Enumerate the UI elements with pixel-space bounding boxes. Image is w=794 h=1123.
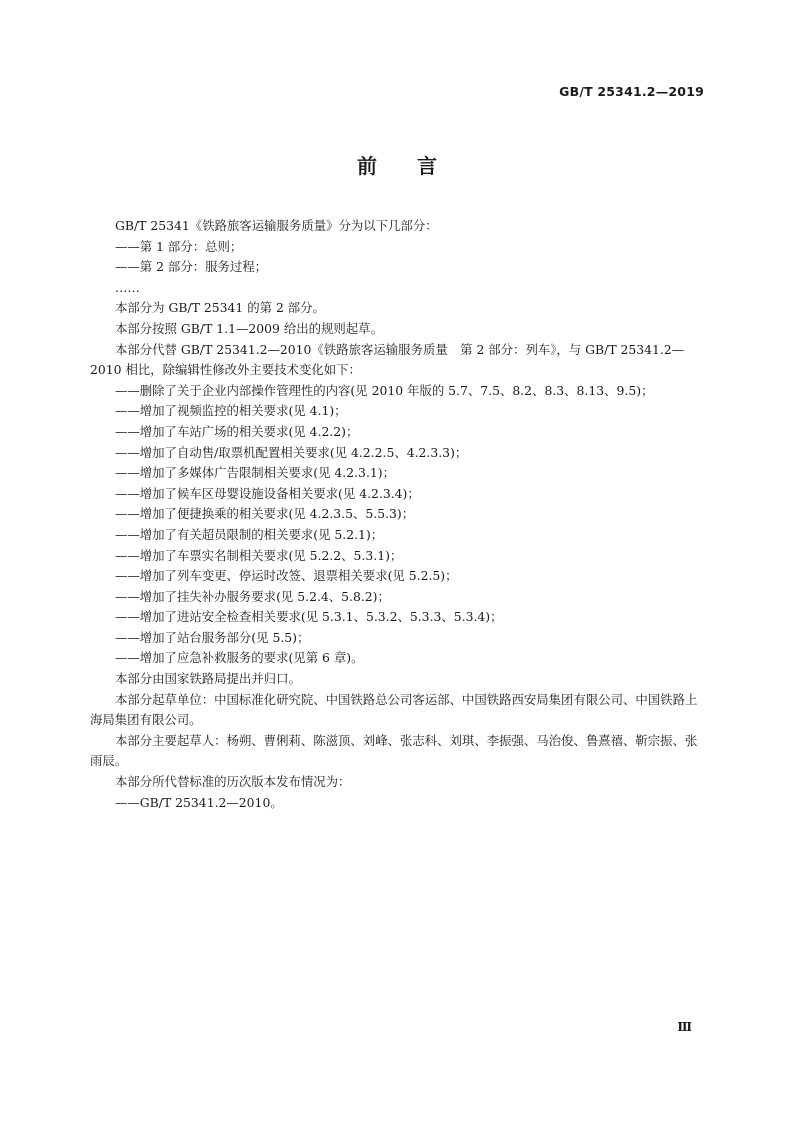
change-item: ——增加了车站广场的相关要求(见 4.2.2)； (115, 423, 359, 439)
list-item: ——第 2 部分：服务过程； (115, 259, 268, 275)
list-item: ——第 1 部分：总则； (115, 238, 243, 254)
page-title: 前言 (357, 154, 477, 178)
paragraph: 本部分按照 GB/T 1.1—2009 给出的规则起草。 (115, 320, 383, 336)
ellipsis: …… (115, 279, 140, 295)
change-item: ——删除了关于企业内部操作管理性的内容(见 2010 年版的 5.7、7.5、8.2、8.3、8.13、9.5)； (115, 382, 654, 398)
page-number: Ⅲ (677, 1020, 692, 1034)
paragraph: GB/T 25341《铁路旅客运输服务质量》分为以下几部分： (115, 218, 438, 233)
change-item: ——增加了站台服务部分(见 5.5)； (115, 629, 310, 645)
change-item: ——增加了自动售/取票机配置相关要求(见 4.2.2.5、4.2.3.3)； (115, 444, 468, 460)
paragraph: 本部分由国家铁路局提出并归口。 (115, 671, 301, 687)
change-item: ——增加了候车区母婴设施设备相关要求(见 4.2.3.4)； (115, 485, 420, 501)
list-item: ——GB/T 25341.2—2010。 (115, 794, 283, 810)
change-item: ——增加了有关超员限制的相关要求(见 5.2.1)； (115, 526, 384, 542)
change-item: ——增加了多媒体广告限制相关要求(见 4.2.3.1)； (115, 465, 395, 481)
change-item: ——增加了挂失补办服务要求(见 5.2.4、5.8.2)； (115, 588, 390, 604)
paragraph: 本部分所代替标准的历次版本发布情况为： (115, 774, 351, 790)
paragraph: 本部分起草单位：中国标准化研究院、中国铁路总公司客运部、中国铁路西安局集团有限公司、中国铁路上海局集团有限公司。 (90, 691, 698, 728)
change-item: ——增加了便捷换乘的相关要求(见 4.2.3.5、5.5.3)； (115, 506, 415, 522)
paragraph: 本部分主要起草人：杨朔、曹俐莉、陈滋顶、刘峰、张志科、刘琪、李振强、马治俊、鲁熹禧、靳宗振、张雨辰。 (90, 732, 698, 769)
change-item: ——增加了进站安全检查相关要求(见 5.3.1、5.3.2、5.3.3、5.3.4)； (115, 609, 503, 625)
standard-number: GB/T 25341.2—2019 (559, 84, 704, 99)
change-item: ——增加了应急补救服务的要求(见第 6 章)。 (115, 650, 364, 666)
foreword-body (90, 216, 706, 813)
change-item: ——增加了视频监控的相关要求(见 4.1)； (115, 403, 347, 419)
paragraph: 本部分代替 GB/T 25341.2—2010《铁路旅客运输服务质量 第 2 部分：列车》，与 GB/T 25341.2—2010 相比，除编辑性修改外主要技术变化如下： (90, 341, 685, 378)
change-item: ——增加了车票实名制相关要求(见 5.2.2、5.3.1)； (115, 547, 403, 563)
change-item: ——增加了列车变更、停运时改签、退票相关要求(见 5.2.5)； (115, 568, 458, 584)
paragraph: 本部分为 GB/T 25341 的第 2 部分。 (115, 300, 325, 316)
